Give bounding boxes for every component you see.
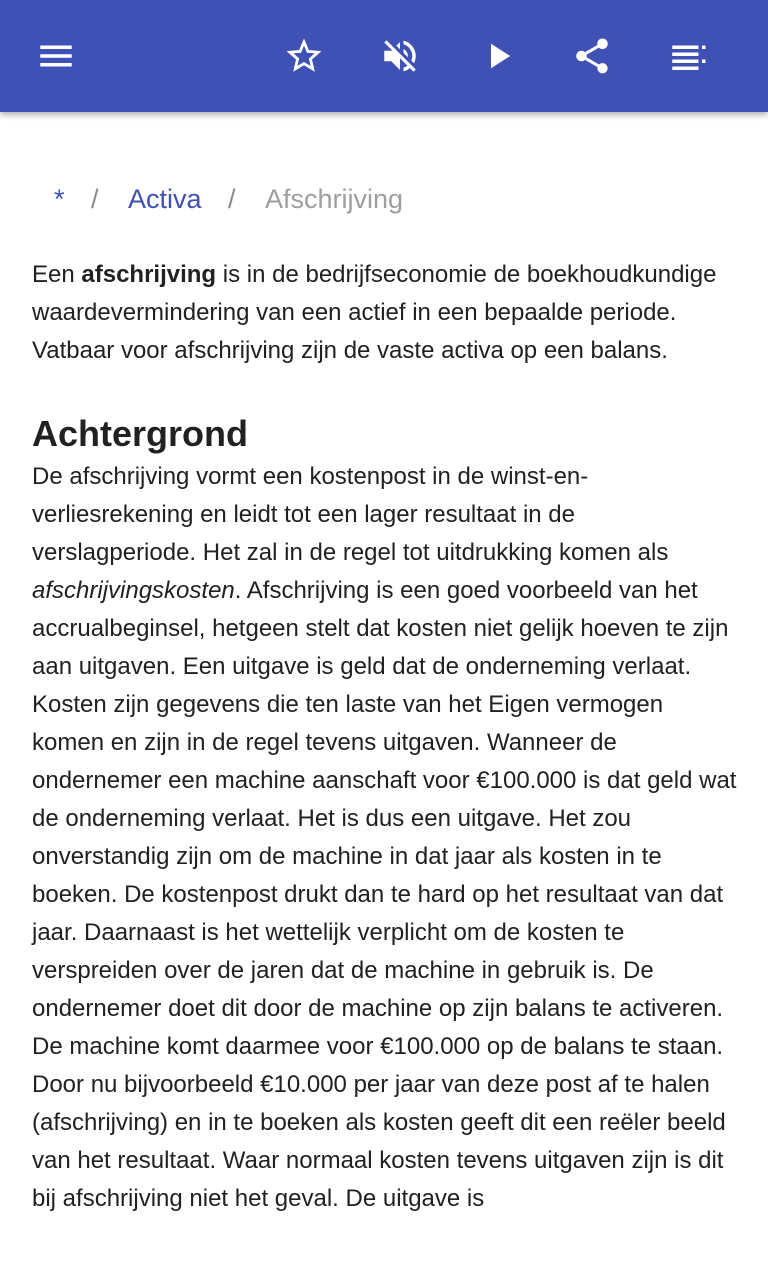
breadcrumb	[0, 176, 768, 222]
volume-off-icon	[379, 35, 421, 77]
menu-button[interactable]	[28, 28, 84, 84]
breadcrumb-root-link[interactable]: *	[54, 184, 65, 214]
share-icon	[571, 35, 613, 77]
section-heading: Achtergrond	[32, 413, 248, 454]
playlist-icon	[667, 35, 709, 77]
breadcrumb-activa-link[interactable]: Activa	[128, 184, 202, 214]
term-italic: afschrijvingskosten	[32, 577, 235, 604]
breadcrumb-separator: /	[228, 184, 236, 214]
section-paragraph: De afschrijving vormt een kostenpost in de winst-en-verliesrekening en leidt tot een lager resultaat in de verslagperiode. Het zal in de regel tot uitdrukking komen als afschrijvingskosten. Afschrijving is een goed voorbeeld van het accrualbeginsel, hetgeen stelt dat kosten niet gelijk hoeven te zijn aan uitgaven. Een uitgave is geld dat de onderneming verlaat. Kosten zijn gegevens die ten laste van het Eigen vermogen komen en zijn in de regel tevens uitgaven. Wanneer de ondernemer een machine aanschaft voor €100.000 is dat geld wat de onderneming verlaat. Het is dus een uitgave. Het zou onverstandig zijn om de machine in dat jaar als kosten in te boeken. De kostenpost drukt dan te hard op het resultaat van dat jaar. Daarnaast is het wettelijk verplicht om de kosten te verspreiden over de jaren dat de machine in gebruik is. De ondernemer doet dit door de machine op zijn balans te activeren. De machine komt daarmee voor €100.000 op de balans te staan. Door nu bijvoorbeeld €10.000 per jaar van deze post af te halen (afschrijving) en in te boeken als kosten geeft dit een reëler beeld van het resultaat. Waar normaal kosten tevens uitgaven zijn is dit bij afschrijving niet het geval. De uitgave is	[32, 463, 737, 1212]
menu-icon	[35, 35, 77, 77]
breadcrumb-current: Afschrijving	[265, 184, 404, 214]
mute-button[interactable]	[372, 28, 428, 84]
article-content	[32, 256, 738, 1218]
play-button[interactable]	[470, 28, 526, 84]
play-icon	[477, 35, 519, 77]
breadcrumb-separator: /	[91, 184, 99, 214]
contents-button[interactable]	[660, 28, 716, 84]
intro-paragraph: Een afschrijving is in de bedrijfseconomie de boekhoudkundige waardevermindering van een actief in een bepaalde periode. Vatbaar voor afschrijving zijn de vaste activa op een balans.	[32, 261, 717, 364]
star-outline-icon	[283, 35, 325, 77]
share-button[interactable]	[564, 28, 620, 84]
term-bold: afschrijving	[81, 261, 217, 288]
app-bar	[0, 0, 768, 112]
favorite-button[interactable]	[276, 28, 332, 84]
